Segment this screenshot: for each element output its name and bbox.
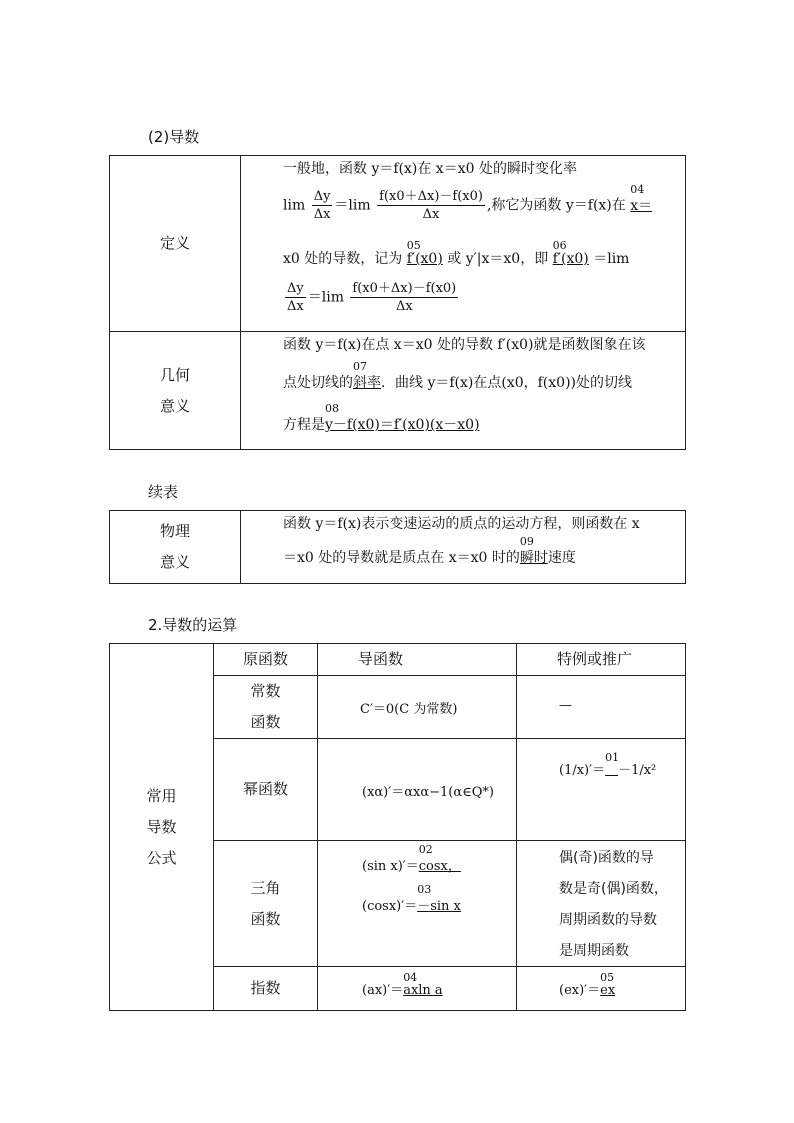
blank-05: 05 f′(x0) (406, 239, 443, 267)
row-label-definition: 定义 (110, 156, 241, 332)
row-label-physical: 物理 意义 (110, 511, 241, 584)
deriv-exp: (ax)′＝ 04 axln a (318, 967, 517, 1011)
special-constant: — (517, 676, 686, 739)
section-heading-operations: 2.导数的运算 (148, 616, 238, 634)
header-special: 特例或推广 (517, 644, 686, 676)
def-line-2: lim $\frac{\Delta y}{\Delta x}$ ＝lim $\frac{f(x0+\Delta x)-f(x0)}{\Delta x}$ ,称它为函数 y＝f(x)在 04 x＝ (283, 182, 653, 222)
delta-fraction-2: $\frac{\Delta y}{\Delta x}$ (287, 281, 304, 314)
physical-content (241, 511, 686, 584)
blank-04: 04 x＝ (630, 182, 653, 214)
header-original: 原函数 (214, 644, 318, 676)
definition-content (241, 156, 686, 332)
delta-fraction: $\frac{\Delta y}{\Delta x}$ (313, 189, 331, 222)
formula-table (109, 643, 686, 1011)
deriv-power: (xα)′＝αxα−1(α∈Q*) (318, 739, 517, 841)
phys-line-2: ＝x0 处的导数就是质点在 x＝x0 时的 09 瞬时速度 (283, 535, 576, 566)
geometric-content (241, 332, 686, 450)
blank-06: 06 f′(x0) (552, 239, 589, 267)
header-derivative: 导函数 (318, 644, 517, 676)
limit-fraction: $\frac{f(x0+\Delta x)-f(x0)}{\Delta x}$ (379, 189, 483, 222)
func-constant: 常数 函数 (214, 676, 318, 739)
section-heading-derivative: (2)导数 (148, 128, 200, 146)
row-label-geometric: 几何 意义 (110, 332, 241, 450)
side-label: 常用 导数 公式 (110, 644, 214, 1011)
def-line-4: $\frac{\Delta y}{\Delta x}$ ＝lim $\frac{f(x0+\Delta x)-f(x0)}{\Delta x}$ (287, 281, 457, 314)
cos-derivative: (cosx)′＝ 03 －sin x (362, 883, 461, 914)
definition-table (109, 155, 686, 450)
sin-derivative: (sin x)′＝ 02 cosx， (362, 843, 461, 874)
reciprocal-formula: (1/x)′＝ 01 －1/x² (559, 751, 657, 778)
def-line-1: 一般地，函数 y＝f(x)在 x＝x0 处的瞬时变化率 (283, 161, 577, 177)
func-power: 幂函数 (214, 739, 318, 841)
special-trig: 偶(奇)函数的导 数是奇(偶)函数， 周期函数的导数 是周期函数 (517, 841, 686, 967)
blank-08: 08 y－f(x0)＝f′(x0)(x－x0) (325, 402, 480, 433)
special-exp: (ex)′＝ 05 ex (517, 967, 686, 1011)
geo-line-3: 方程是 08 y－f(x0)＝f′(x0)(x－x0) (283, 402, 480, 433)
func-trig: 三角 函数 (214, 841, 318, 967)
physical-table (109, 510, 686, 584)
continued-label: 续表 (148, 483, 179, 501)
geo-line-1: 函数 y＝f(x)在点 x＝x0 处的导数 f′(x0)就是函数图象在该 (283, 337, 646, 353)
phys-line-1: 函数 y＝f(x)表示变速运动的质点的运动方程，则函数在 x (283, 516, 640, 532)
geo-line-2: 点处切线的 07 斜率．曲线 y＝f(x)在点(x0，f(x0))处的切线 (283, 360, 632, 391)
deriv-trig (318, 841, 517, 967)
blank-09: 09 瞬时 (519, 535, 548, 566)
def-line-3: x0 处的导数，记为 05 f′(x0) 或 y′|x＝x0，即 06 f′(x0) ＝lim (283, 239, 630, 267)
blank-07: 07 斜率 (353, 360, 381, 391)
func-exp: 指数 (214, 967, 318, 1011)
limit-fraction-2: $\frac{f(x0+\Delta x)-f(x0)}{\Delta x}$ (352, 281, 457, 314)
special-power (517, 739, 686, 841)
deriv-constant: C′＝0(C 为常数) (318, 676, 517, 739)
